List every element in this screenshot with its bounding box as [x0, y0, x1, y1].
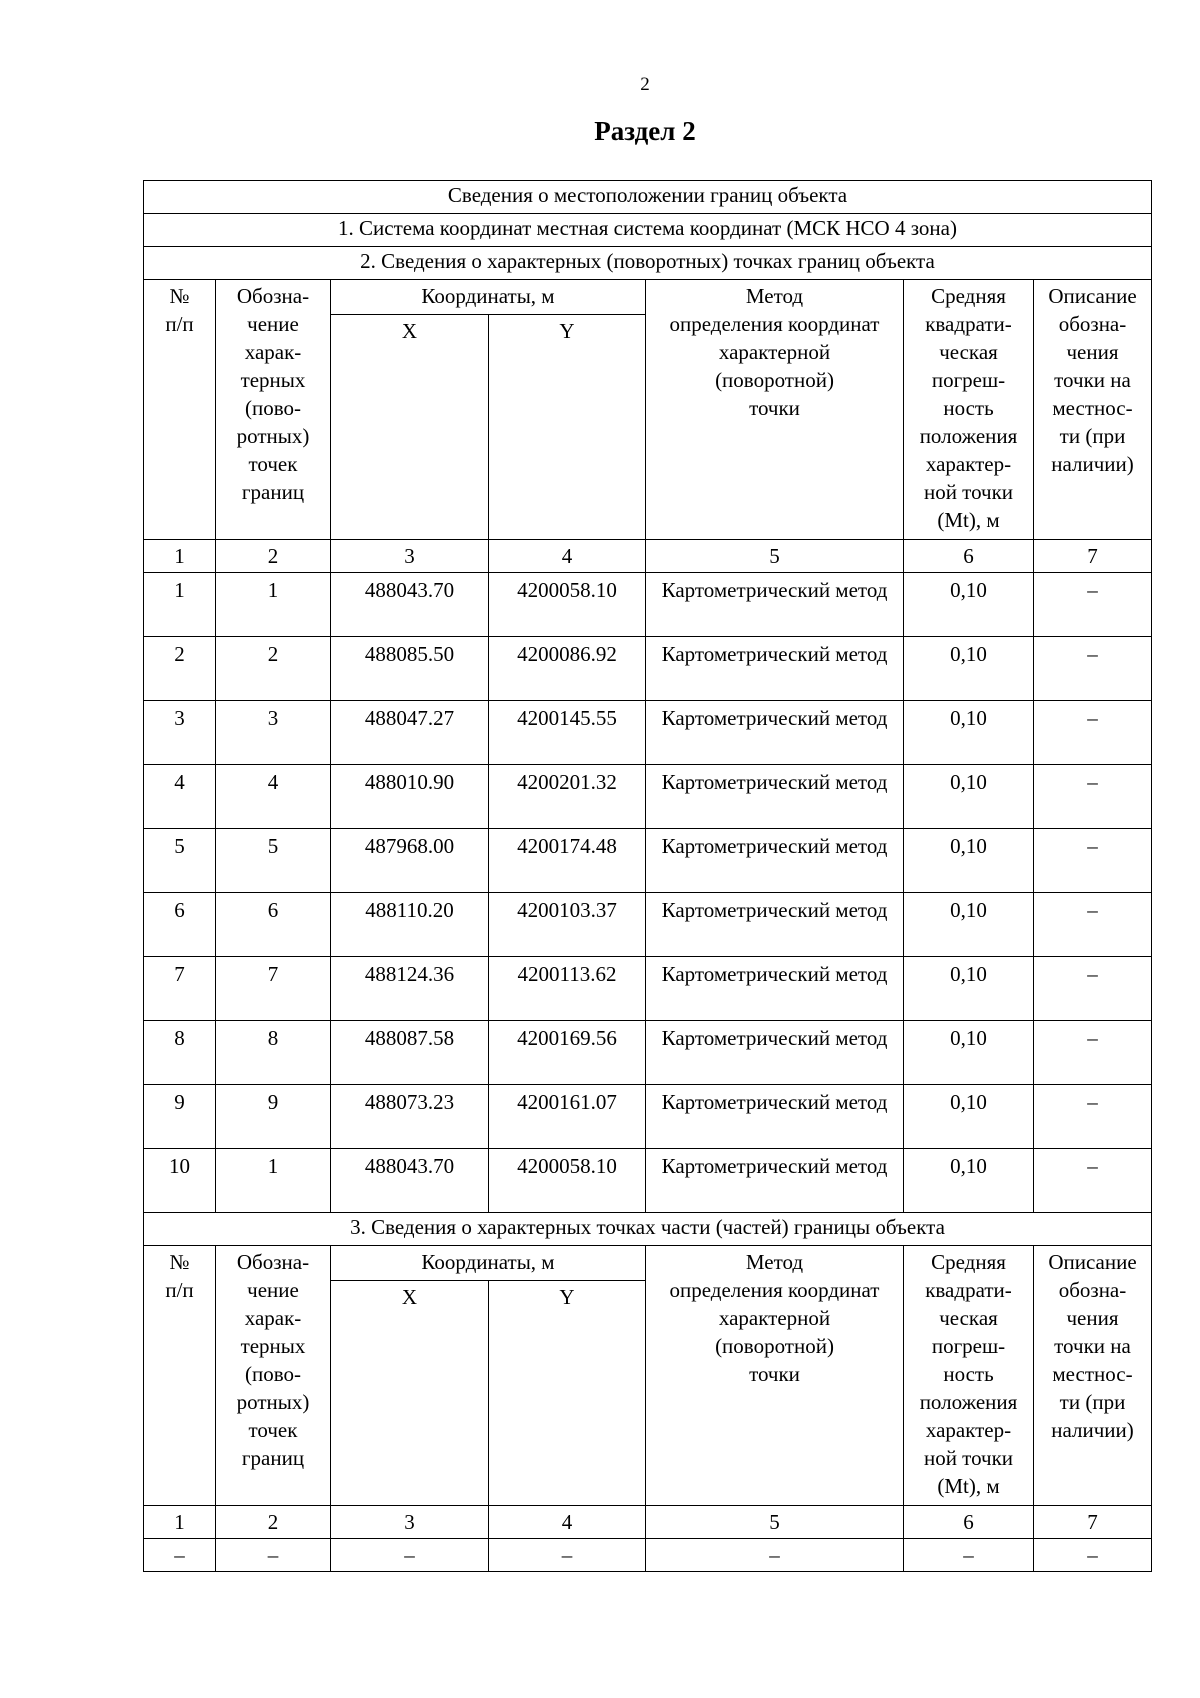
description: – — [1034, 765, 1152, 829]
coord-y: 4200113.62 — [489, 957, 646, 1021]
table-row — [144, 1021, 1152, 1085]
point-label: 8 — [216, 1021, 331, 1085]
row-number: – — [144, 1539, 216, 1572]
point-label: 4 — [216, 765, 331, 829]
table-row — [144, 1149, 1152, 1213]
mean-error: 0,10 — [904, 1149, 1034, 1213]
header-error: Средняя квадрати- ческая погреш- ность положения характер- ной точки (Mt), м — [904, 1246, 1034, 1506]
method: Картометрический метод — [646, 637, 904, 701]
coordinate-system-row: 1. Система координат местная система координат (МСК НСО 4 зона) — [144, 214, 1152, 247]
row-number: 3 — [144, 701, 216, 765]
description: – — [1034, 829, 1152, 893]
header-y: Y — [489, 1281, 646, 1506]
coord-x: 488043.70 — [331, 1149, 489, 1213]
point-label: 7 — [216, 957, 331, 1021]
header-x: X — [331, 1281, 489, 1506]
column-number: 4 — [489, 1506, 646, 1539]
method: Картометрический метод — [646, 1149, 904, 1213]
table-row — [144, 829, 1152, 893]
table-row — [144, 765, 1152, 829]
description: – — [1034, 1085, 1152, 1149]
header-point-designation: Обозна- чение харак- терных (пово- ротных) точек границ — [216, 1246, 331, 1506]
method: – — [646, 1539, 904, 1572]
point-label: 5 — [216, 829, 331, 893]
point-label: 3 — [216, 701, 331, 765]
column-number: 1 — [144, 540, 216, 573]
coord-y: 4200145.55 — [489, 701, 646, 765]
description: – — [1034, 957, 1152, 1021]
method: Картометрический метод — [646, 957, 904, 1021]
description: – — [1034, 1539, 1152, 1572]
row-number: 2 — [144, 637, 216, 701]
table-row — [144, 957, 1152, 1021]
page-number: 2 — [640, 74, 650, 95]
header-coordinates: Координаты, м — [331, 280, 646, 315]
column-number: 2 — [216, 540, 331, 573]
coord-x: 488010.90 — [331, 765, 489, 829]
mean-error: 0,10 — [904, 701, 1034, 765]
coord-y: 4200174.48 — [489, 829, 646, 893]
method: Картометрический метод — [646, 765, 904, 829]
method: Картометрический метод — [646, 829, 904, 893]
header-y: Y — [489, 315, 646, 540]
table-row — [144, 893, 1152, 957]
description: – — [1034, 1021, 1152, 1085]
column-number: 3 — [331, 1506, 489, 1539]
coord-y: 4200161.07 — [489, 1085, 646, 1149]
section-2-title: 2. Сведения о характерных (поворотных) точках границ объекта — [144, 247, 1152, 280]
coord-x: 488085.50 — [331, 637, 489, 701]
coord-x: 488043.70 — [331, 573, 489, 637]
mean-error: 0,10 — [904, 1085, 1034, 1149]
header-error: Средняя квадрати- ческая погреш- ность положения характер- ной точки (Mt), м — [904, 280, 1034, 540]
method: Картометрический метод — [646, 1085, 904, 1149]
point-label: – — [216, 1539, 331, 1572]
coord-y: 4200169.56 — [489, 1021, 646, 1085]
coord-y: – — [489, 1539, 646, 1572]
mean-error: 0,10 — [904, 573, 1034, 637]
mean-error: 0,10 — [904, 957, 1034, 1021]
column-numbers-row — [144, 1506, 1152, 1539]
row-number: 7 — [144, 957, 216, 1021]
mean-error: 0,10 — [904, 893, 1034, 957]
column-number: 6 — [904, 1506, 1034, 1539]
description: – — [1034, 1149, 1152, 1213]
column-number: 7 — [1034, 540, 1152, 573]
method: Картометрический метод — [646, 1021, 904, 1085]
header-number: № п/п — [144, 280, 216, 540]
column-number: 5 — [646, 540, 904, 573]
method: Картометрический метод — [646, 701, 904, 765]
point-label: 1 — [216, 1149, 331, 1213]
point-label: 1 — [216, 573, 331, 637]
column-number: 4 — [489, 540, 646, 573]
method: Картометрический метод — [646, 893, 904, 957]
point-label: 2 — [216, 637, 331, 701]
header-coordinates: Координаты, м — [331, 1246, 646, 1281]
mean-error: 0,10 — [904, 1021, 1034, 1085]
description: – — [1034, 573, 1152, 637]
coord-y: 4200086.92 — [489, 637, 646, 701]
header-point-designation: Обозна- чение харак- терных (пово- ротных) точек границ — [216, 280, 331, 540]
boundary-table — [143, 180, 1152, 1572]
header-description: Описание обозна- чения точки на местнос- ти (при наличии) — [1034, 280, 1152, 540]
table-row — [144, 1539, 1152, 1572]
row-number: 4 — [144, 765, 216, 829]
column-number: 3 — [331, 540, 489, 573]
mean-error: 0,10 — [904, 829, 1034, 893]
point-label: 9 — [216, 1085, 331, 1149]
section-3-title: 3. Сведения о характерных точках части (частей) границы объекта — [144, 1213, 1152, 1246]
row-number: 5 — [144, 829, 216, 893]
column-numbers-row — [144, 540, 1152, 573]
column-number: 1 — [144, 1506, 216, 1539]
row-number: 1 — [144, 573, 216, 637]
description: – — [1034, 637, 1152, 701]
description: – — [1034, 701, 1152, 765]
table-title: Сведения о местоположении границ объекта — [144, 181, 1152, 214]
table-row — [144, 1085, 1152, 1149]
row-number: 10 — [144, 1149, 216, 1213]
column-number: 6 — [904, 540, 1034, 573]
header-method: Метод определения координат характерной (поворотной) точки — [646, 280, 904, 540]
header-method: Метод определения координат характерной (поворотной) точки — [646, 1246, 904, 1506]
coord-y: 4200201.32 — [489, 765, 646, 829]
table-row — [144, 701, 1152, 765]
section-title: Раздел 2 — [594, 116, 696, 146]
header-x: X — [331, 315, 489, 540]
coord-y: 4200103.37 — [489, 893, 646, 957]
mean-error: – — [904, 1539, 1034, 1572]
column-number: 7 — [1034, 1506, 1152, 1539]
coord-x: 488124.36 — [331, 957, 489, 1021]
row-number: 8 — [144, 1021, 216, 1085]
coord-x: 488073.23 — [331, 1085, 489, 1149]
row-number: 6 — [144, 893, 216, 957]
coord-y: 4200058.10 — [489, 573, 646, 637]
method: Картометрический метод — [646, 573, 904, 637]
mean-error: 0,10 — [904, 765, 1034, 829]
table-row — [144, 637, 1152, 701]
mean-error: 0,10 — [904, 637, 1034, 701]
coord-x: 488110.20 — [331, 893, 489, 957]
header-number: № п/п — [144, 1246, 216, 1506]
coord-x: – — [331, 1539, 489, 1572]
coord-x: 488047.27 — [331, 701, 489, 765]
description: – — [1034, 893, 1152, 957]
column-number: 2 — [216, 1506, 331, 1539]
point-label: 6 — [216, 893, 331, 957]
row-number: 9 — [144, 1085, 216, 1149]
coord-x: 488087.58 — [331, 1021, 489, 1085]
coord-y: 4200058.10 — [489, 1149, 646, 1213]
header-description: Описание обозна- чения точки на местнос- ти (при наличии) — [1034, 1246, 1152, 1506]
table-row — [144, 573, 1152, 637]
column-number: 5 — [646, 1506, 904, 1539]
coord-x: 487968.00 — [331, 829, 489, 893]
